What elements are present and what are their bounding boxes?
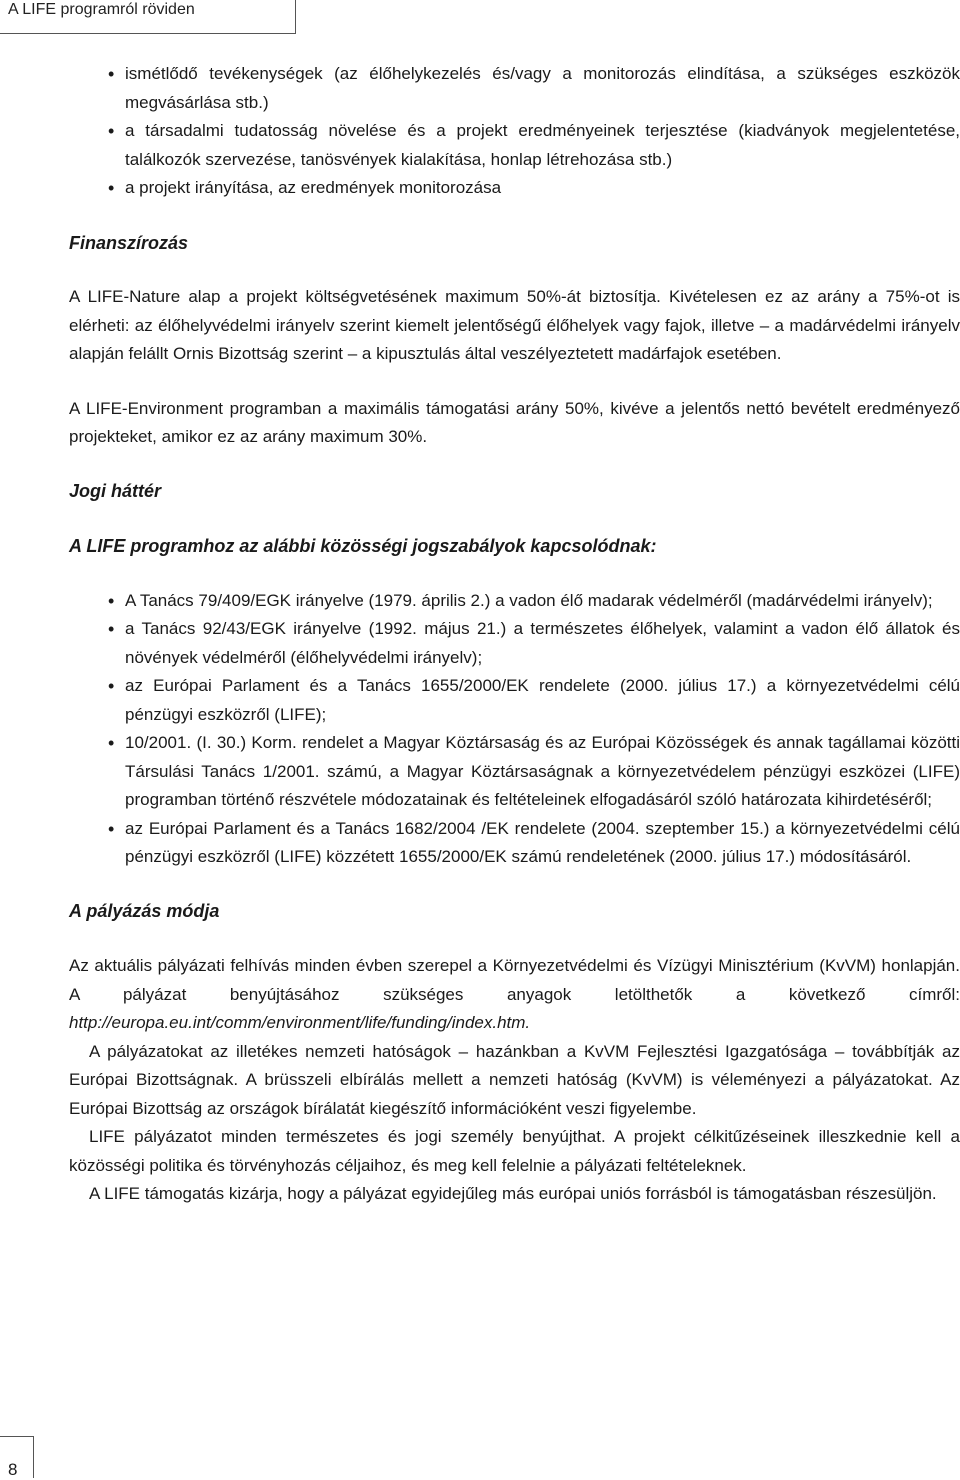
- list-item: • a projekt irányítása, az eredmények monitorozása: [69, 174, 960, 203]
- list-item: • az Európai Parlament és a Tanács 1682/2004 /EK rendelete (2004. szeptember 15.) a környezetvédelmi célú pénzügyi eszközről (LIFE) közzétett 1655/2000/EK számú rendeletének (2000. július 17.) módosításáról.: [69, 815, 960, 872]
- list-item: • az Európai Parlament és a Tanács 1655/2000/EK rendelete (2000. július 17.) a környezetvédelmi célú pénzügyi eszközről (LIFE);: [69, 672, 960, 729]
- application-paragraph-1-text: Az aktuális pályázati felhívás minden évben szerepel a Környezetvédelmi és Vízügyi Minisztérium (KvVM) honlapján. A pályázat benyújtásához szükséges anyagok letölthetők a következő címről:: [69, 956, 960, 1004]
- application-paragraph-1: [69, 952, 960, 1038]
- legal-heading: Jogi háttér: [69, 480, 162, 501]
- list-item: • 10/2001. (I. 30.) Korm. rendelet a Magyar Köztársaság és az Európai Közösségek és annak tagállamai közötti Társulási Tanács 1/2001. számú, a Magyar Köztársaságnak a környezetvédelem pénzügyi eszközei (LIFE) programban történő részvétele módozatainak és feltételeinek elfogadásáról szóló határozata kihirdetéséről;: [69, 729, 960, 815]
- application-paragraph-2: A pályázatokat az illetékes nemzeti hatóságok – hazánkban a KvVM Fejlesztési Igazgatósága – továbbítják az Európai Bizottságnak. A brüsszeli elbírálás mellett a nemzeti hatóság (KvVM) is véleményezi a pályázatokat. Az Európai Bizottság az országok bírálatát kiegészítő információként veszi figyelembe.: [69, 1041, 960, 1118]
- list-item: • ismétlődő tevékenységek (az élőhelykezelés és/vagy a monitorozás elindítása, a szükséges eszközök megvásárlása stb.): [69, 60, 960, 117]
- list-item: • a társadalmi tudatosság növelése és a projekt eredményeinek terjesztése (kiadványok megjelentetése, találkozók szervezése, tanösvények kialakítása, honlap létrehozása stb.): [69, 117, 960, 174]
- finance-paragraph-1: A LIFE-Nature alap a projekt költségvetésének maximum 50%-át biztosítja. Kivételesen ez az arány a 75%-ot is elérheti: az élőhelyvédelmi irányelv szerint kiemelt jelentőségű élőhelyek vagy fajok, illetve – a madárvédelmi irányelv alapján felállt Ornis Bizottság szerint – a kipusztulás által veszélyeztetett madárfajok esetében.: [69, 287, 960, 363]
- page-content: [69, 60, 960, 1209]
- top-bullet-list: [69, 60, 960, 203]
- running-header: [0, 0, 296, 34]
- legal-subheading: A LIFE programhoz az alábbi közösségi jogszabályok kapcsolódnak:: [69, 536, 657, 556]
- application-paragraph-4: A LIFE támogatás kizárja, hogy a pályázat egyidejűleg más európai uniós forrásból is támogatásban részesüljön.: [89, 1184, 937, 1203]
- application-paragraph-3: LIFE pályázatot minden természetes és jogi személy benyújthat. A projekt célkitűzéseinek illeszkednie kell a közösségi politika és törvényhozás céljaihoz, és meg kell felelnie a pályázati feltételeknek.: [69, 1127, 960, 1175]
- running-header-title: A LIFE programról röviden: [8, 1, 195, 18]
- funding-url[interactable]: http://europa.eu.int/comm/environment/life/funding/index.htm.: [69, 1013, 531, 1032]
- application-heading: A pályázás módja: [69, 900, 220, 921]
- finance-paragraph-2: A LIFE-Environment programban a maximális támogatási arány 50%, kivéve a jelentős nettó bevételt eredményező projekteket, amikor ez az arány maximum 30%.: [69, 398, 960, 446]
- legal-list: [69, 587, 960, 872]
- list-item: • a Tanács 92/43/EGK irányelve (1992. május 21.) a természetes élőhelyek, valamint a vadon élő állatok és növények védelméről (élőhelyvédelmi irányelv);: [69, 615, 960, 672]
- list-item: • A Tanács 79/409/EGK irányelve (1979. április 2.) a vadon élő madarak védelméről (madárvédelmi irányelv);: [69, 587, 960, 616]
- finance-heading: Finanszírozás: [69, 232, 189, 253]
- page-number: 8: [8, 1460, 18, 1479]
